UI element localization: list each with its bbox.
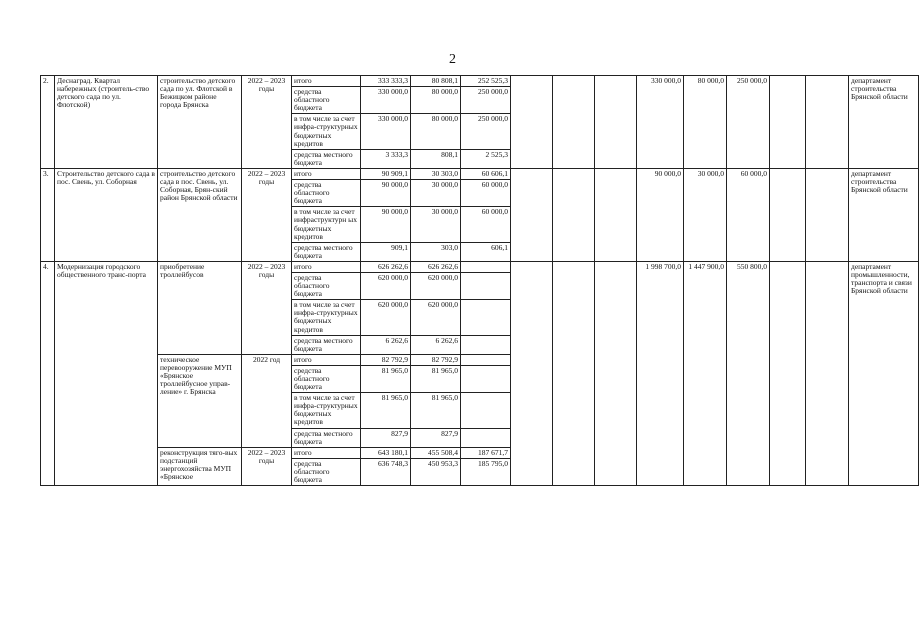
amount-total: 6 262,6 <box>361 335 411 354</box>
amount-total: 90 000,0 <box>361 180 411 207</box>
amount-2022: 81 965,0 <box>411 365 461 392</box>
empty-cell <box>770 168 806 261</box>
amount-2022: 455 508,4 <box>411 447 461 458</box>
period: 2022 – 2023 годы <box>242 447 292 485</box>
amount-2023-right: 250 000,0 <box>727 76 770 169</box>
amount-2023: 60 606,1 <box>461 168 511 179</box>
amount-total: 81 965,0 <box>361 393 411 428</box>
empty-cell <box>553 168 595 261</box>
amount-2023 <box>461 261 511 272</box>
amount-total: 620 000,0 <box>361 300 411 335</box>
amount-2023: 250 000,0 <box>461 114 511 149</box>
amount-2023-right: 60 000,0 <box>727 168 770 261</box>
source-label: в том числе за счет инфраструктурн ых бюджетных кредитов <box>292 207 361 242</box>
empty-cell <box>806 261 849 485</box>
amount-2022-right: 1 447 900,0 <box>684 261 727 485</box>
empty-cell <box>511 168 553 261</box>
source-label: итого <box>292 447 361 458</box>
empty-cell <box>770 261 806 485</box>
amount-total: 82 792,9 <box>361 354 411 365</box>
event-description: приобретение троллейбусов <box>158 261 242 354</box>
source-label: средства областного бюджета <box>292 272 361 299</box>
amount-total: 90 000,0 <box>361 207 411 242</box>
empty-cell <box>553 261 595 485</box>
source-label: средства областного бюджета <box>292 458 361 485</box>
empty-cell <box>806 76 849 169</box>
source-label: итого <box>292 261 361 272</box>
amount-2022: 620 000,0 <box>411 300 461 335</box>
amount-2023: 185 795,0 <box>461 458 511 485</box>
amount-2023: 187 671,7 <box>461 447 511 458</box>
amount-total-right: 1 998 700,0 <box>637 261 684 485</box>
amount-2023 <box>461 300 511 335</box>
amount-total: 620 000,0 <box>361 272 411 299</box>
amount-2023 <box>461 365 511 392</box>
empty-cell <box>595 76 637 169</box>
period: 2022 – 2023 годы <box>242 76 292 169</box>
source-label: средства местного бюджета <box>292 335 361 354</box>
source-label: средства местного бюджета <box>292 149 361 168</box>
amount-total-right: 330 000,0 <box>637 76 684 169</box>
empty-cell <box>806 168 849 261</box>
amount-2022: 808,1 <box>411 149 461 168</box>
event-description: реконструкция тяго-вых подстанций энергохозяйства МУП «Брянское <box>158 447 242 485</box>
source-label: средства областного бюджета <box>292 87 361 114</box>
source-label: средства областного бюджета <box>292 365 361 392</box>
empty-cell <box>770 76 806 169</box>
amount-total: 643 180,1 <box>361 447 411 458</box>
responsible-department: департамент строительства Брянской области <box>849 76 919 169</box>
amount-2023 <box>461 428 511 447</box>
amount-2022: 30 000,0 <box>411 180 461 207</box>
source-label: в том числе за счет инфра-структурных бюджетных кредитов <box>292 300 361 335</box>
amount-2022: 620 000,0 <box>411 272 461 299</box>
amount-total: 3 333,3 <box>361 149 411 168</box>
responsible-department: департамент промышленности, транспорта и связи Брянской области <box>849 261 919 485</box>
amount-total: 626 262,6 <box>361 261 411 272</box>
object-name: Строительство детского сада в пос. Свень, ул. Соборная <box>55 168 158 261</box>
row-number: 3. <box>41 168 55 261</box>
amount-2022: 30 303,0 <box>411 168 461 179</box>
source-label: средства местного бюджета <box>292 242 361 261</box>
amount-total: 330 000,0 <box>361 87 411 114</box>
amount-2022-right: 30 000,0 <box>684 168 727 261</box>
empty-cell <box>553 76 595 169</box>
period: 2022 – 2023 годы <box>242 261 292 354</box>
amount-total: 636 748,3 <box>361 458 411 485</box>
amount-total: 909,1 <box>361 242 411 261</box>
source-label: в том числе за счет инфра-структурных бюджетных кредитов <box>292 114 361 149</box>
source-label: итого <box>292 76 361 87</box>
table-row <box>41 261 919 272</box>
empty-cell <box>511 261 553 485</box>
amount-total: 333 333,3 <box>361 76 411 87</box>
source-label: средства местного бюджета <box>292 428 361 447</box>
amount-total-right: 90 000,0 <box>637 168 684 261</box>
amount-2022: 6 262,6 <box>411 335 461 354</box>
event-description: строительство детского сада по ул. Флотской в Бежицком районе города Брянска <box>158 76 242 169</box>
row-number: 4. <box>41 261 55 485</box>
budget-table <box>40 75 919 486</box>
amount-2022: 827,9 <box>411 428 461 447</box>
empty-cell <box>511 76 553 169</box>
object-name: Деснаград. Квартал набережных (строитель-ство детского сада по ул. Флотской) <box>55 76 158 169</box>
amount-2022: 450 953,3 <box>411 458 461 485</box>
amount-2022-right: 80 000,0 <box>684 76 727 169</box>
event-description: строительство детского сада в пос. Свень, ул. Соборная, Брян-ский район Брянской области <box>158 168 242 261</box>
amount-2023 <box>461 272 511 299</box>
amount-2022: 80 000,0 <box>411 87 461 114</box>
period: 2022 год <box>242 354 292 447</box>
amount-2023-right: 550 800,0 <box>727 261 770 485</box>
amount-2023: 252 525,3 <box>461 76 511 87</box>
object-name: Модернизация городского общественного транс-порта <box>55 261 158 485</box>
amount-total: 90 909,1 <box>361 168 411 179</box>
empty-cell <box>595 168 637 261</box>
table-row <box>41 168 919 179</box>
amount-2023: 60 000,0 <box>461 207 511 242</box>
amount-2022: 80 000,0 <box>411 114 461 149</box>
amount-2023: 250 000,0 <box>461 87 511 114</box>
event-description: техническое перевооружение МУП «Брянское троллейбусное управ-ление» г. Брянска <box>158 354 242 447</box>
amount-total: 81 965,0 <box>361 365 411 392</box>
empty-cell <box>595 261 637 485</box>
source-label: итого <box>292 354 361 365</box>
amount-2022: 626 262,6 <box>411 261 461 272</box>
amount-2023: 2 525,3 <box>461 149 511 168</box>
amount-2022: 82 792,9 <box>411 354 461 365</box>
amount-2023 <box>461 393 511 428</box>
row-number: 2. <box>41 76 55 169</box>
amount-2023 <box>461 335 511 354</box>
amount-2022: 30 000,0 <box>411 207 461 242</box>
responsible-department: департамент строительства Брянской области <box>849 168 919 261</box>
amount-2022: 303,0 <box>411 242 461 261</box>
amount-total: 827,9 <box>361 428 411 447</box>
amount-2023 <box>461 354 511 365</box>
page-number: 2 <box>449 52 456 67</box>
source-label: средства областного бюджета <box>292 180 361 207</box>
period: 2022 – 2023 годы <box>242 168 292 261</box>
source-label: итого <box>292 168 361 179</box>
amount-2023: 60 000,0 <box>461 180 511 207</box>
source-label: в том числе за счет инфра-структурных бюджетных кредитов <box>292 393 361 428</box>
amount-2023: 606,1 <box>461 242 511 261</box>
amount-2022: 81 965,0 <box>411 393 461 428</box>
amount-total: 330 000,0 <box>361 114 411 149</box>
table-row <box>41 76 919 87</box>
amount-2022: 80 808,1 <box>411 76 461 87</box>
